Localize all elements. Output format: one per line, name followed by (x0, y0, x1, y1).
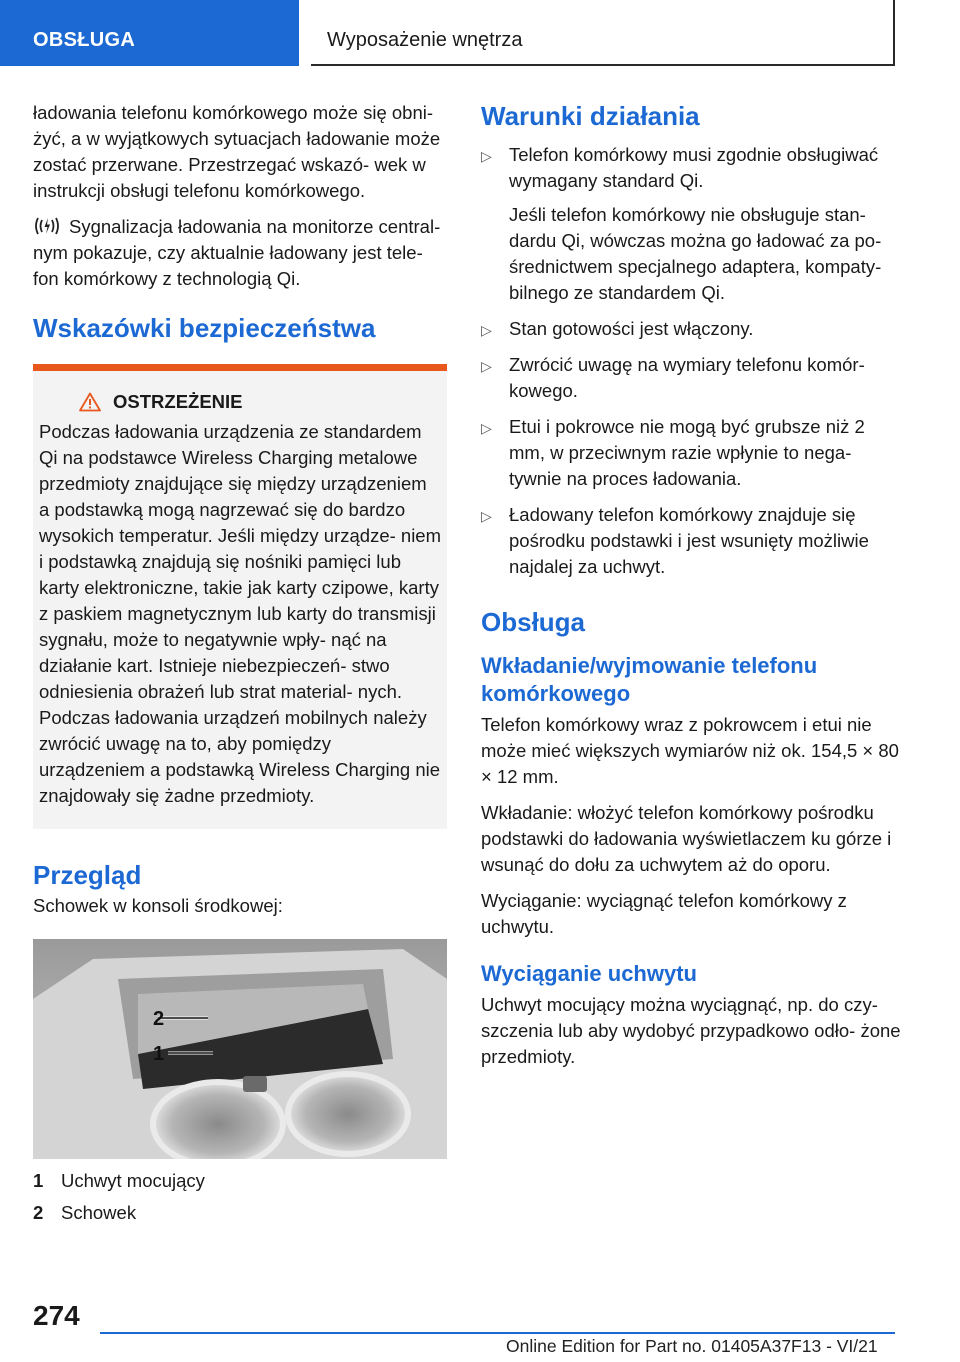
footer-edition: Online Edition for Part no. 01405A37F13 - VI/21 (506, 1336, 878, 1356)
list-item-text: Stan gotowości jest włączony. (509, 318, 754, 339)
operation-heading: Obsługa (481, 607, 586, 637)
list-item (481, 352, 901, 404)
insert-paragraph-1: Telefon komórkowy wraz z pokrowcem i etui nie może mieć większych wymiarów niż ok. 154,5 × 80 × 12 mm. (481, 714, 899, 787)
legend-number: 2 (33, 1202, 44, 1223)
list-item (481, 502, 901, 580)
page-title: Wyposażenie wnętrza (311, 0, 895, 66)
legend-label: Schowek (61, 1202, 137, 1223)
list-item-subtext: Jeśli telefon komórkowy nie obsługuje stan‐ dardu Qi, wówczas można go ładować za po‐ średnictwem specjalnego adaptera, kompaty‐ bilnego ze standardem Qi. (509, 204, 882, 303)
warning-title: OSTRZEŻENIE (113, 391, 243, 412)
bullet-triangle-icon: ▷ (481, 420, 492, 436)
list-item-text: Zwrócić uwagę na wymiary telefonu komór‐ kowego. (509, 354, 865, 401)
list-item (481, 414, 901, 492)
insert-heading: Wkładanie/wyjmowanie telefonu komórkowego (481, 653, 818, 706)
footer-divider (100, 1332, 895, 1334)
insert-paragraph-2: Wkładanie: włożyć telefon komórkowy pośrodku podstawki do ładowania wyświetlaczem ku górze i wsunąć do dołu za uchwytem aż do oporu. (481, 802, 892, 875)
legend-item (33, 1165, 447, 1197)
conditions-list (481, 142, 901, 580)
safety-heading: Wskazówki bezpieczeństwa (33, 313, 376, 343)
list-item (481, 142, 901, 306)
warning-box (33, 364, 447, 829)
qi-note-text: Sygnalizacja ładowania na monitorze central‐ nym pokazuje, czy aktualnie ładowany jest tele‐ fon komórkowy z technologią Qi. (33, 216, 441, 289)
right-column (481, 100, 901, 1080)
holder-paragraph: Uchwyt mocujący można wyciągnąć, np. do czy‐ szczenia lub aby wydobyć przypadkowo odło‐ żone przedmioty. (481, 994, 901, 1067)
bullet-triangle-icon: ▷ (481, 508, 492, 524)
qi-note-paragraph (33, 214, 447, 292)
legend-label: Uchwyt mocujący (61, 1170, 205, 1191)
bullet-triangle-icon: ▷ (481, 322, 492, 338)
callout-2: 2 (153, 1008, 165, 1030)
insert-paragraph-3: Wyciąganie: wyciągnąć telefon komórkowy z uchwytu. (481, 890, 847, 937)
warning-body: Podczas ładowania urządzenia ze standardem Qi na podstawce Wireless Charging metalowe przedmioty znajdujące się między urządzeniem a podstawką mogą nagrzewać się do bardzo wysokich temperatur. Jeśli między urządze‐ niem i podstawką znajdują się nośniki pamięci lub karty elektroniczne, takie jak karty czipowe, karty z paskiem magnetycznym lub karty do transmisji sygnału, może to negatywnie wpły‐ nąć na działanie kart. Istnieje niebezpieczeń‐ stwo odniesienia obrażeń lub strat material‐ nych. Podczas ładowania urządzeń mobilnych należy zwrócić uwagę na to, aby pomiędzy urządzeniem a podstawką Wireless Charging nie znajdowały się żadne przedmioty. (39, 421, 442, 806)
wireless-charging-icon (33, 215, 61, 237)
section-tab: OBSŁUGA (0, 0, 299, 66)
list-item-text: Etui i pokrowce nie mogą być grubsze niż 2 mm, w przeciwnym razie wpłynie to nega‐ tywnie na proces ładowania. (509, 416, 865, 489)
warning-header (39, 389, 441, 415)
page-number: 274 (33, 1300, 80, 1331)
figure-legend (33, 1165, 447, 1229)
callout-1: 1 (153, 1043, 165, 1065)
left-column (33, 100, 447, 1229)
conditions-heading: Warunki działania (481, 101, 700, 131)
list-item-text: Ładowany telefon komórkowy znajduje się pośrodku podstawki i jest wsunięty możliwie najdalej za uchwyt. (509, 504, 869, 577)
bullet-triangle-icon: ▷ (481, 358, 492, 374)
intro-paragraph: ładowania telefonu komórkowego może się obni‐ żyć, a w wyjątkowych sytuacjach ładowanie może zostać przerwane. Przestrzegać wskazó‐ wek w instrukcji obsługi telefonu komórkowego. (33, 102, 441, 201)
bullet-triangle-icon: ▷ (481, 148, 492, 164)
console-storage-photo (33, 939, 447, 1159)
overview-text: Schowek w konsoli środkowej: (33, 895, 283, 916)
warning-triangle-icon (79, 392, 101, 412)
list-item (481, 316, 901, 342)
list-item-text: Telefon komórkowy musi zgodnie obsługiwać wymagany standard Qi. (509, 144, 879, 191)
legend-item (33, 1197, 447, 1229)
legend-number: 1 (33, 1170, 44, 1191)
overview-heading: Przegląd (33, 860, 142, 890)
holder-heading: Wyciąganie uchwytu (481, 961, 697, 986)
